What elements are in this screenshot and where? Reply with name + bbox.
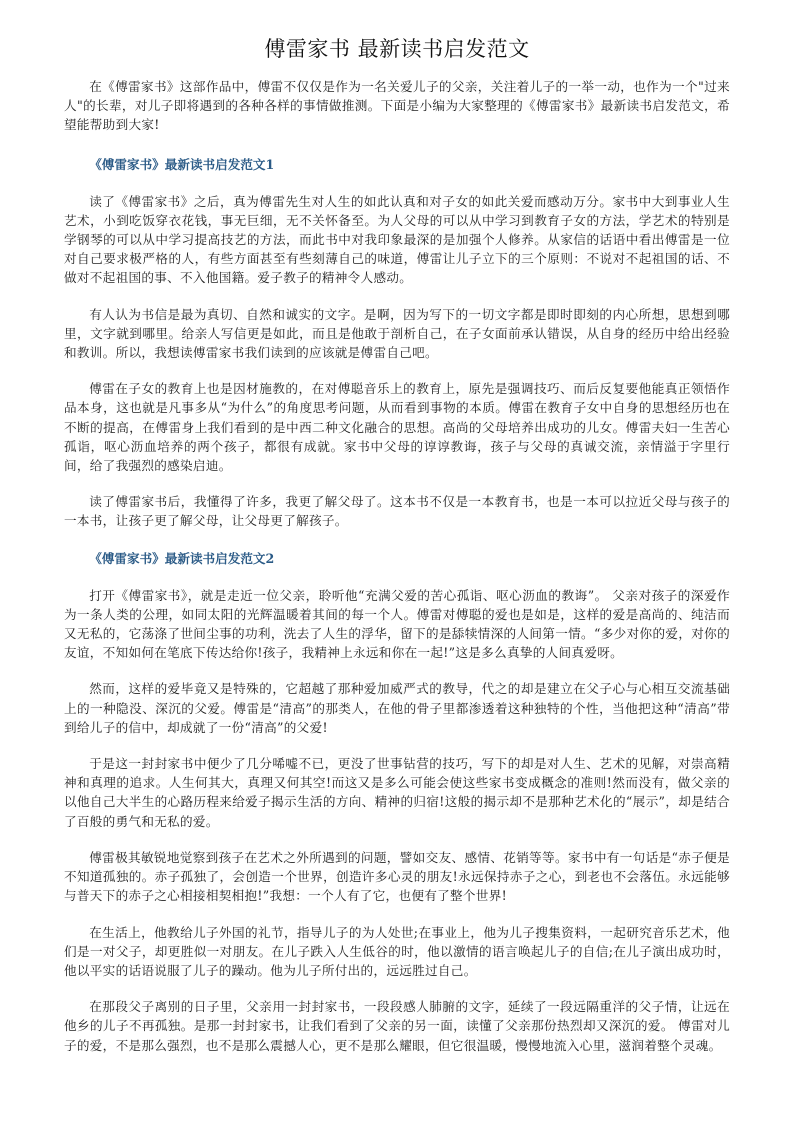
section-1-paragraph-4: 读了傅雷家书后，我懂得了许多，我更了解父母了。这本书不仅是一本教育书，也是一本可以拉近父母与孩子的一本书，让孩子更了解父母，让父母更了解孩子。 [64, 494, 730, 529]
section-heading-2: 《傅雷家书》最新读书启发范文2 [89, 550, 275, 566]
section-2-paragraph-4: 傅雷极其敏锐地觉察到孩子在艺术之外所遇到的问题，譬如交友、感情、花销等等。家书中有一句话是“赤子便是不知道孤独的。赤子孤独了，会创造一个世界，创造许多心灵的朋友!永远保持赤子之心，到老也不会落伍。永远能够与普天下的赤子之心相接相契相抱!”我想：一个人有了它，也便有了整个世界! [64, 849, 730, 904]
intro-paragraph: 在《傅雷家书》这部作品中，傅雷不仅仅是作为一名关爱儿子的父亲，关注着儿子的一举一动，也作为一个"过来人"的长辈，对儿子即将遇到的各种各样的事情做推测。下面是小编为大家整理的《傅雷家书》最新读书启发范文，希望能帮助到大家! [64, 79, 730, 133]
section-2-paragraph-1: 打开《傅雷家书》，就是走近一位父亲，聆听他“充满父爱的苦心孤诣、呕心沥血的教诲”。 父亲对孩子的深爱作为一条人类的公理，如同太阳的光辉温暖着其间的每一个人。傅雷对傅聪的爱也是如是，这样的爱是高尚的、纯洁而又无私的，它荡涤了世间尘事的功利，洗去了人生的浮华，留下的是舔犊情深的人间第一情。“多少对你的爱，对你的友谊，不知如何在笔底下传达给你!孩子，我精神上永远和你在一起!”这是多么真挚的人间真爱呀。 [64, 587, 730, 661]
section-1-paragraph-2: 有人认为书信是最为真切、自然和诚实的文字。是啊，因为写下的一切文字都是即时即刻的内心所想，思想到哪里，文字就到哪里。给亲人写信更是如此，而且是他敢于剖析自己，在子女面前承认错误，从自身的经历中给出经验和教训。所以，我想读傅雷家书我们读到的应该就是傅雷自己吧。 [64, 306, 730, 361]
section-2-paragraph-5: 在生活上，他教给儿子外国的礼节，指导儿子的为人处世;在事业上，他为儿子搜集资料，一起研究音乐艺术，他们是一对父子，却更胜似一对朋友。在儿子跌入人生低谷的时，他以激情的语言唤起儿子的自信;在儿子演出成功时，他以平实的话语说服了儿子的躁动。他为儿子所付出的，远远胜过自己。 [64, 924, 730, 978]
section-heading-1: 《傅雷家书》最新读书启发范文1 [89, 156, 275, 172]
section-1-paragraph-3: 傅雷在子女的教育上也是因材施教的，在对傅聪音乐上的教育上，原先是强调技巧、而后反复要他能真正领悟作品本身，这也就是凡事多从“为什么”的角度思考问题，从而看到事物的本质。傅雷在教育子女中自身的思想经历也在不断的提高，在傅雷身上我们看到的是中西二种文化融合的思想。高尚的父母培养出成功的儿女。傅雷夫妇一生苦心孤诣，呕心沥血培养的两个孩子，都很有成就。家书中父母的谆谆教诲，孩子与父母的真诚交流，亲情溢于字里行间，给了我强烈的感染启迪。 [64, 381, 730, 474]
section-2-paragraph-6: 在那段父子离别的日子里，父亲用一封封家书，一段段感人肺腑的文字，延续了一段远隔重洋的父子情，让远在他乡的儿子不再孤独。是那一封封家书，让我们看到了父亲的另一面，读懂了父亲那份热烈却又深沉的爱。 傅雷对儿子的爱，不是那么强烈，也不是那么震撼人心，更不是那么耀眼，但它很温暖，慢慢地流入心里，滋润着整个灵魂。 [64, 999, 730, 1053]
section-2-paragraph-3: 于是这一封封家书中便少了几分唏嘘不已，更没了世事钻营的技巧，写下的却是对人生、艺术的见解，对崇高精神和真理的追求。人生何其大，真理又何其空!而这又是多么可能会使这些家书变成概念的准则!然而没有，做父亲的以他自己大半生的心路历程来给爱子揭示生活的方向、精神的归宿!这般的揭示却不是那种艺术化的“展示”，却是结合了百般的勇气和无私的爱。 [64, 756, 730, 829]
document-page [64, 0, 730, 1055]
document-title: 傅雷家书 最新读书启发范文 [264, 37, 530, 61]
section-1-paragraph-1: 读了《傅雷家书》之后，真为傅雷先生对人生的如此认真和对子女的如此关爱而感动万分。家书中大到事业人生艺术，小到吃饭穿衣花钱，事无巨细，无不关怀备至。为人父母的可以从中学习到教育子女的方法，学艺术的特别是学钢琴的可以从中学习提高技艺的方法，而此书中对我印象最深的是加强个人修养。从家信的话语中看出傅雷是一位对自己要求极严格的人，有些方面甚至有些刻薄自己的味道，傅雷让儿子立下的三个原则：不说对不起祖国的话、不做对不起祖国的事、不入他国籍。爱子教子的精神令人感动。 [64, 193, 730, 286]
section-2-paragraph-2: 然而，这样的爱毕竟又是特殊的，它超越了那种爱加威严式的教导，代之的却是建立在父子心与心相互交流基础上的一种隐没、深沉的父爱。傅雷是“清高”的那类人，在他的骨子里都渗透着这种独特的个性，当他把这种“清高”带到给儿子的信中，却成就了一份“清高”的父爱! [64, 681, 730, 735]
